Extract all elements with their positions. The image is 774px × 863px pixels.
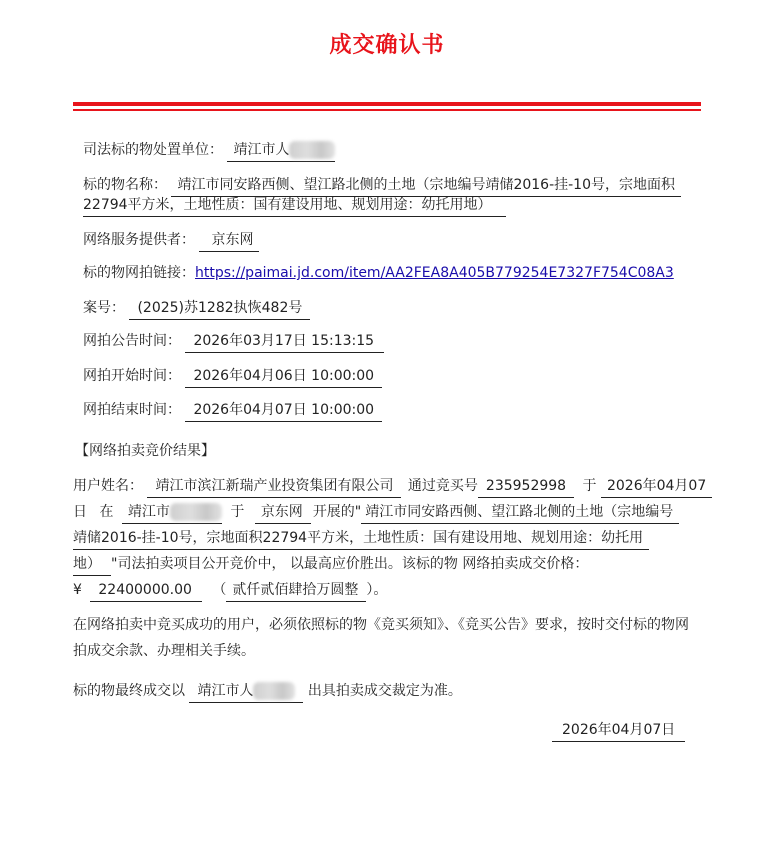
disposal-unit-label: 司法标的物处置单位： [83, 142, 223, 158]
bid-number: 235952998 [478, 477, 574, 498]
redaction-mark [253, 682, 295, 700]
final-line [73, 681, 462, 703]
disposal-unit-row [83, 140, 335, 162]
announce-time-label: 网拍公告时间： [83, 333, 181, 349]
final-prefix: 标的物最终成交以 [73, 683, 185, 699]
subject-ref-part3: 地） [73, 555, 111, 576]
result-line-4 [73, 554, 588, 576]
price-in-words: 贰仟贰佰肆拾万圆整 [226, 581, 366, 602]
link-row [83, 263, 674, 283]
end-time-value: 2026年04月07日 10:00:00 [185, 401, 382, 422]
start-time-value: 2026年04月06日 10:00:00 [185, 367, 382, 388]
result-line-3 [73, 528, 649, 550]
title-divider-thin [73, 109, 701, 111]
currency-symbol: ¥ [73, 582, 82, 598]
at-text: 于 [582, 478, 597, 494]
page-title: 成交确认书 [329, 33, 445, 58]
court-value: 靖江市 [122, 503, 222, 524]
announce-time-value: 2026年03月17日 15:13:15 [185, 332, 384, 353]
result-line-2 [73, 502, 679, 524]
start-time-row [83, 366, 382, 388]
at2-text: 于 [230, 504, 245, 520]
result-line-1 [73, 476, 712, 498]
case-no-value: (2025)苏1282执恢482号 [129, 299, 310, 320]
subject-ref-part1: 靖江市同安路西侧、望江路北侧的土地（宗地编号 [361, 503, 679, 524]
link-label: 标的物网拍链接： [83, 265, 195, 281]
auction-link[interactable]: https://paimai.jd.com/item/AA2FEA8A405B779254E7327F754C08A3 [195, 265, 674, 281]
result-heading: 【网络拍卖竞价结果】 [75, 443, 215, 459]
auction-phrase: "司法拍卖项目公开竞价中， 以最高应价胜出。该标的物 网络拍卖成交价格： [111, 556, 589, 572]
subject-name-row-2 [83, 195, 506, 217]
final-suffix: 出具拍卖成交裁定为准。 [307, 683, 462, 699]
subject-name-label: 标的物名称： [83, 177, 167, 193]
launched-text: 开展的" [312, 504, 362, 520]
user-name-label: 用户姓名： [73, 478, 143, 494]
title-divider-thick [73, 102, 701, 106]
redaction-mark [170, 503, 222, 521]
provider-label: 网络服务提供者： [83, 232, 195, 248]
sign-date-row [552, 720, 685, 742]
provider-row [83, 230, 259, 252]
paren-close: ）。 [366, 582, 388, 598]
redaction-mark [289, 141, 335, 159]
platform-value: 京东网 [255, 503, 311, 524]
subject-ref-part2: 靖储2016-挂-10号，宗地面积22794平方米，土地性质：国有建设用地、规划用途：幼托用 [73, 529, 649, 550]
notice-paragraph: 在网络拍卖中竞买成功的用户，必须依照标的物《竞买须知》、《竞买公告》要求，按时交付标的物网拍成交余款、办理相关手续。 [73, 617, 689, 659]
final-court-value: 靖江市人 [189, 682, 303, 703]
disposal-unit-value: 靖江市人 [227, 141, 335, 162]
result-line-5 [73, 580, 387, 602]
subject-name-value-line2: 22794平方米，土地性质：国有建设用地、规划用途：幼托用地） [83, 196, 506, 217]
subject-name-row [83, 175, 681, 197]
price-value: 22400000.00 [90, 581, 202, 602]
case-no-label: 案号： [83, 300, 125, 316]
end-time-label: 网拍结束时间： [83, 402, 181, 418]
sign-date: 2026年04月07日 [552, 721, 685, 742]
deal-date: 2026年04月07 [601, 477, 712, 498]
announce-time-row [83, 331, 384, 353]
end-time-row [83, 400, 382, 422]
start-time-label: 网拍开始时间： [83, 368, 181, 384]
via-bid-text: 通过竞买号 [407, 478, 478, 494]
subject-name-value-line1: 靖江市同安路西侧、望江路北侧的土地（宗地编号靖储2016-挂-10号，宗地面积 [171, 176, 681, 197]
in-text: 在 [99, 504, 114, 520]
day-text: 日 [73, 504, 87, 520]
paren-open: （ [212, 582, 227, 598]
user-name-value: 靖江市滨江新瑞产业投资集团有限公司 [147, 477, 401, 498]
case-no-row [83, 298, 310, 320]
provider-value: 京东网 [199, 231, 259, 252]
